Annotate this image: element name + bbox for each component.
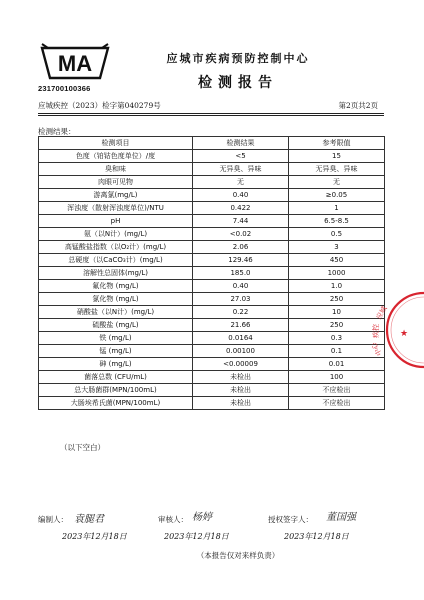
table-row (39, 397, 385, 410)
cma-logo (38, 42, 112, 84)
cell-item: 浑浊度（散射浑浊度单位)/NTU (39, 202, 193, 215)
table-row (39, 267, 385, 280)
cell-result: 0.22 (193, 306, 289, 319)
cell-item: 大肠埃希氏菌(MPN/100mL) (39, 397, 193, 410)
cma-logo-text: MA (57, 51, 93, 76)
cell-result: 未检出 (193, 397, 289, 410)
cell-item: 臭和味 (39, 163, 193, 176)
cell-limit: 1000 (289, 267, 385, 280)
table-row (39, 163, 385, 176)
cell-limit: 3 (289, 241, 385, 254)
cell-limit: 450 (289, 254, 385, 267)
cell-limit: 6.5-8.5 (289, 215, 385, 228)
cell-result: 21.66 (193, 319, 289, 332)
header-divider-secondary (38, 115, 384, 116)
cell-result: 0.40 (193, 280, 289, 293)
cell-result: <5 (193, 150, 289, 163)
table-row (39, 176, 385, 189)
results-table-body (39, 137, 385, 410)
report-number: 应城疾控（2023）检字第040279号 (38, 101, 161, 110)
cell-item: 肉眼可见物 (39, 176, 193, 189)
cell-item: 氨（以N计）(mg/L) (39, 228, 193, 241)
cell-result: 185.0 (193, 267, 289, 280)
cell-result: 无 (193, 176, 289, 189)
cell-result: 0.00100 (193, 345, 289, 358)
cell-result: 未检出 (193, 384, 289, 397)
cell-result: 未检出 (193, 371, 289, 384)
cell-limit: 10 (289, 306, 385, 319)
cell-item: 氟化物 (mg/L) (39, 280, 193, 293)
certification-number: 231700100366 (38, 84, 91, 93)
table-row (39, 306, 385, 319)
cell-item: 高锰酸盐指数（以O₂计）(mg/L) (39, 241, 193, 254)
reviewer-signature: 杨婷 (192, 512, 212, 523)
table-row (39, 358, 385, 371)
cell-item: 硝酸盐（以N计）(mg/L) (39, 306, 193, 319)
author-label: 编制人： (38, 515, 68, 524)
official-seal (366, 290, 424, 370)
cell-limit: 不应检出 (289, 397, 385, 410)
cell-result: 0.422 (193, 202, 289, 215)
table-row (39, 345, 385, 358)
cell-item: 铁 (mg/L) (39, 332, 193, 345)
cell-limit: ≥0.05 (289, 189, 385, 202)
column-header-item: 检测项目 (39, 137, 193, 150)
cell-item: 砷 (mg/L) (39, 358, 193, 371)
cell-item: 溶解性总固体(mg/L) (39, 267, 193, 280)
cell-limit: 无 (289, 176, 385, 189)
cell-item: 菌落总数 (CFU/mL) (39, 371, 193, 384)
table-row (39, 280, 385, 293)
approver-date: 2023年12月18日 (284, 532, 349, 541)
cell-item: 硫酸盐 (mg/L) (39, 319, 193, 332)
cell-limit: 1.0 (289, 280, 385, 293)
disclaimer-note: （本报告仅对来样负责） (196, 551, 280, 560)
column-header-limit: 参考限值 (289, 137, 385, 150)
table-row (39, 228, 385, 241)
svg-text:★: ★ (400, 329, 409, 339)
cell-item: pH (39, 215, 193, 228)
cell-result: 7.44 (193, 215, 289, 228)
cell-item: 总硬度（以CaCO₃计）(mg/L) (39, 254, 193, 267)
approver-label: 授权签字人： (268, 515, 313, 524)
reviewer-date: 2023年12月18日 (164, 532, 229, 541)
organization-name: 应城市疾病预防控制中心 (166, 52, 310, 65)
cell-limit: 无异臭、异味 (289, 163, 385, 176)
page-indicator: 第2页共2页 (338, 101, 378, 110)
table-row (39, 202, 385, 215)
document-title: 检测报告 (198, 75, 278, 91)
cell-result: 27.03 (193, 293, 289, 306)
cell-result: <0.02 (193, 228, 289, 241)
cell-limit: 250 (289, 319, 385, 332)
cell-item: 氯化物 (mg/L) (39, 293, 193, 306)
table-row (39, 254, 385, 267)
approver-signature: 董国强 (326, 512, 356, 523)
author-signature: 袁腿君 (74, 514, 104, 525)
reviewer-label: 审核人： (158, 515, 188, 524)
cell-limit: 100 (289, 371, 385, 384)
table-row (39, 319, 385, 332)
table-row (39, 384, 385, 397)
cell-result: <0.00009 (193, 358, 289, 371)
cell-limit: 15 (289, 150, 385, 163)
results-label: 检测结果： (38, 127, 76, 136)
cell-result: 0.0164 (193, 332, 289, 345)
blank-below-note: （以下空白） (60, 443, 105, 452)
table-row (39, 189, 385, 202)
table-row (39, 332, 385, 345)
svg-text:应城: 应城 (374, 304, 389, 321)
cell-result: 无异臭、异味 (193, 163, 289, 176)
cell-limit: 250 (289, 293, 385, 306)
header-divider (38, 113, 384, 114)
cell-limit: 1 (289, 202, 385, 215)
cell-item: 总大肠菌群(MPN/100mL) (39, 384, 193, 397)
table-row (39, 241, 385, 254)
cell-limit: 不应检出 (289, 384, 385, 397)
cell-result: 2.06 (193, 241, 289, 254)
table-row (39, 371, 385, 384)
table-header-row (39, 137, 385, 150)
column-header-result: 检测结果 (193, 137, 289, 150)
cell-limit: 0.3 (289, 332, 385, 345)
cell-limit: 0.01 (289, 358, 385, 371)
cell-limit: 0.1 (289, 345, 385, 358)
svg-text:疾控: 疾控 (372, 324, 380, 338)
cell-limit: 0.5 (289, 228, 385, 241)
cell-result: 0.40 (193, 189, 289, 202)
table-row (39, 215, 385, 228)
cell-item: 色度（铂钴色度单位）/度 (39, 150, 193, 163)
results-table (38, 136, 385, 410)
svg-text:中心: 中心 (369, 340, 384, 357)
cell-item: 游离氯(mg/L) (39, 189, 193, 202)
cell-item: 锰 (mg/L) (39, 345, 193, 358)
author-date: 2023年12月18日 (62, 532, 127, 541)
cell-result: 129.46 (193, 254, 289, 267)
table-row (39, 293, 385, 306)
table-row (39, 150, 385, 163)
